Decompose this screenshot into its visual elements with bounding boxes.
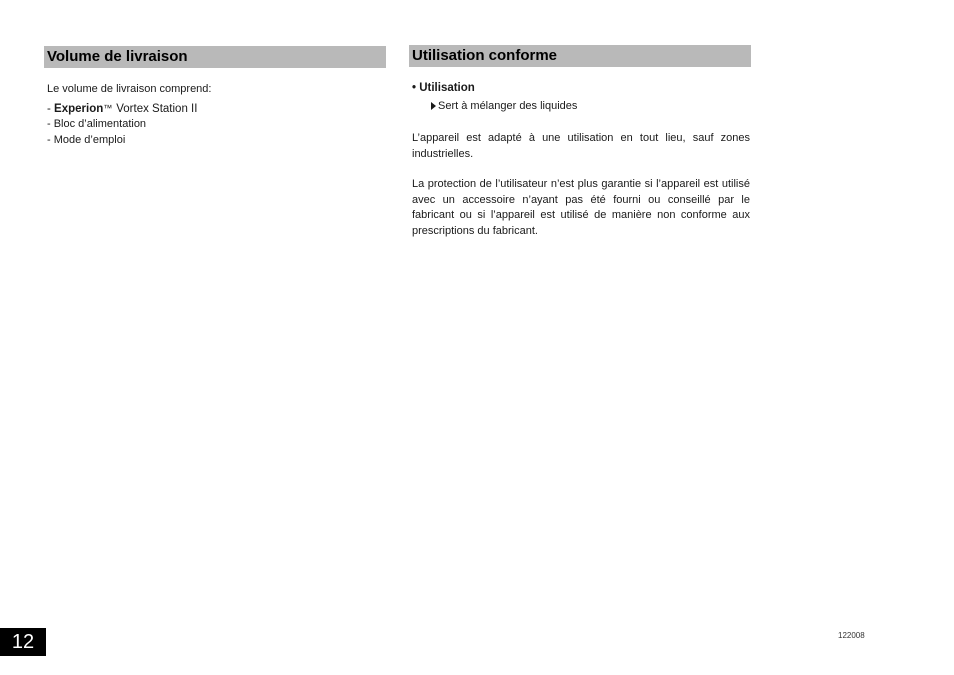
brand-name: Experion — [54, 102, 104, 115]
product-name: Vortex Station II — [116, 102, 198, 115]
left-column — [47, 82, 377, 148]
section-title-utilisation-conforme: Utilisation conforme — [409, 45, 751, 67]
document-code: 122008 — [838, 631, 865, 640]
bullet-heading-utilisation: • Utilisation — [412, 82, 475, 94]
sub-item-usage — [412, 98, 750, 114]
item-prefix: - — [47, 102, 55, 115]
delivery-item-device — [47, 101, 377, 118]
sub-item-text: Sert à mélanger des liquides — [438, 100, 578, 112]
delivery-item-power-supply: - Bloc d’alimentation — [47, 118, 147, 130]
right-column — [412, 80, 750, 239]
delivery-item-manual: - Mode d’emploi — [47, 133, 126, 146]
page-number: 12 — [0, 628, 46, 656]
trademark-symbol: ™ — [103, 102, 113, 113]
delivery-intro: Le volume de livraison comprend: — [47, 83, 212, 95]
triangle-bullet-icon — [431, 102, 436, 110]
paragraph-user-protection: La protection de l’utilisateur n’est plus garantie si l’appareil est utilisé avec un accessoire n’ayant pas été fourni ou conseillé par le fabricant ou si l’appareil est utilisé de manière non conforme aux prescriptions du fabricant. — [412, 178, 750, 237]
paragraph-usage-location: L’appareil est adapté à une utilisation en tout lieu, sauf zones industrielles. — [412, 132, 750, 160]
section-title-volume-de-livraison: Volume de livraison — [44, 46, 386, 68]
